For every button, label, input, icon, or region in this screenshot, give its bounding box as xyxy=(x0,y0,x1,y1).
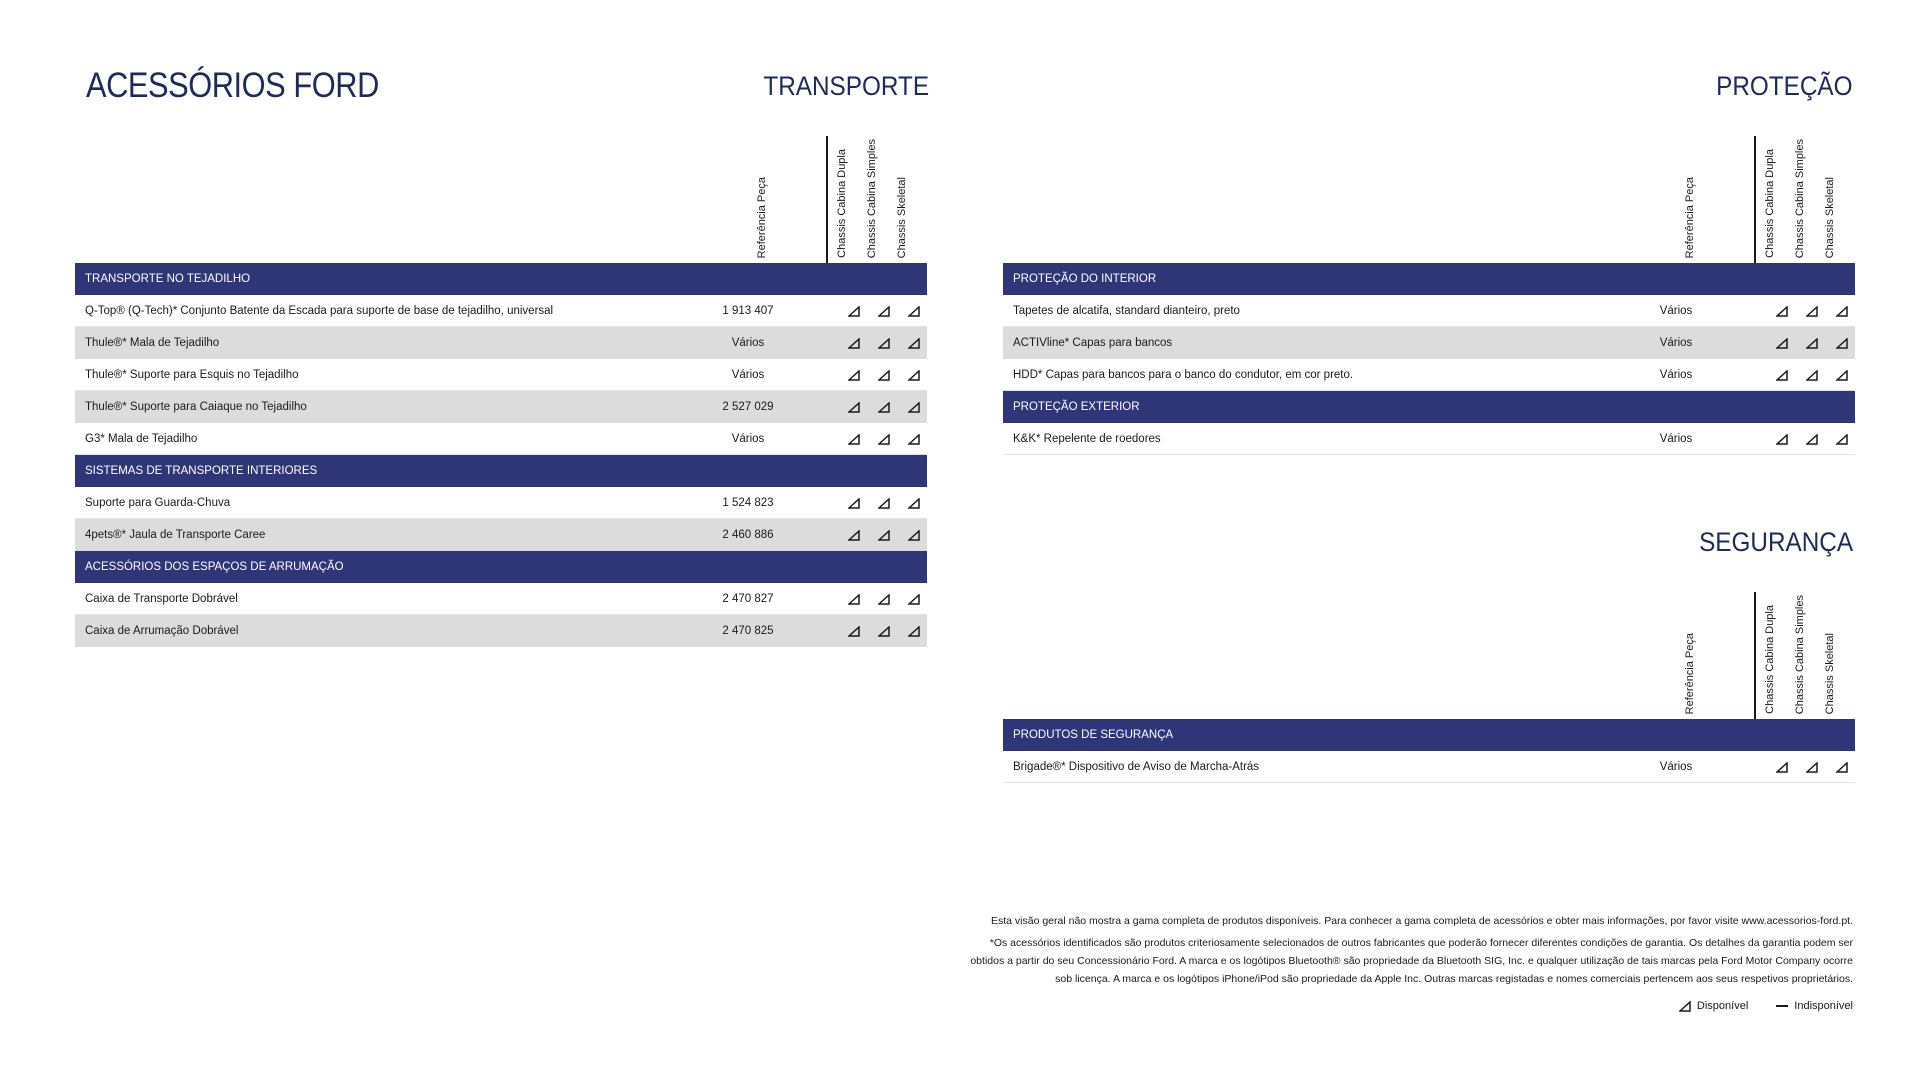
availability-cell-2 xyxy=(876,615,892,647)
table-transporte xyxy=(75,136,927,647)
availability-cell-2 xyxy=(876,359,892,391)
row-description: Caixa de Arrumação Dobrável xyxy=(85,625,239,637)
column-divider xyxy=(1754,592,1756,719)
availability-cell-2 xyxy=(876,519,892,551)
page-title: ACESSÓRIOS FORD xyxy=(86,66,379,105)
available-icon xyxy=(848,498,860,509)
row-reference: 2 470 825 xyxy=(722,625,774,637)
column-header-c1: Chassis Cabina Dupla xyxy=(1764,149,1776,258)
availability-cell-3 xyxy=(906,391,922,423)
row-description: 4pets®* Jaula de Transporte Caree xyxy=(85,529,266,541)
available-icon xyxy=(908,306,920,317)
row-reference: Vários xyxy=(1659,761,1693,773)
available-icon xyxy=(1679,1001,1691,1012)
column-header-c3: Chassis Skeletal xyxy=(1824,632,1836,714)
row-reference: 2 527 029 xyxy=(722,401,774,413)
row-reference: Vários xyxy=(1659,305,1693,317)
available-icon xyxy=(1806,338,1818,349)
availability-cell-1 xyxy=(846,295,862,327)
available-icon xyxy=(878,626,890,637)
footnotes xyxy=(953,912,1853,992)
column-header-c1: Chassis Cabina Dupla xyxy=(836,149,848,258)
category-band: PROTEÇÃO DO INTERIOR xyxy=(1003,263,1855,295)
available-icon xyxy=(1776,370,1788,381)
available-icon xyxy=(848,626,860,637)
availability-cell-3 xyxy=(906,423,922,455)
available-icon xyxy=(848,434,860,445)
available-icon xyxy=(1806,762,1818,773)
footnote-warranty: *Os acessórios identificados são produtos criteriosamente selecionados de outros fabricantes que poderão fornecer diferentes condições de garantia. Os detalhes da garantia podem ser obtidos a partir do seu Concessionário Ford. A marca e os logótipos Bluetooth® são propriedade da Bluetooth SIG, Inc. e qualquer utilização de tais marcas pela Ford Motor Company ocorre sob licença. A marca e os logótipos iPhone/iPod são propriedade da Apple Inc. Outras marcas registadas e nomes comerciais pertencem aos seus respetivos proprietários. xyxy=(970,937,1853,985)
available-icon xyxy=(848,370,860,381)
table-row xyxy=(1003,751,1855,783)
column-header-c2: Chassis Cabina Simples xyxy=(866,138,878,258)
table-header xyxy=(1003,136,1855,263)
available-icon xyxy=(848,306,860,317)
category-band: PROTEÇÃO EXTERIOR xyxy=(1003,391,1855,423)
availability-cell-2 xyxy=(1804,295,1820,327)
availability-cell-2 xyxy=(876,327,892,359)
heading-seguranca: SEGURANÇA xyxy=(1699,527,1853,557)
available-icon xyxy=(1836,434,1848,445)
row-reference: 2 460 886 xyxy=(722,529,774,541)
available-icon xyxy=(878,498,890,509)
row-description: K&K* Repelente de roedores xyxy=(1013,433,1161,445)
available-icon xyxy=(1776,762,1788,773)
availability-cell-1 xyxy=(1774,327,1790,359)
available-icon xyxy=(848,338,860,349)
category-band: TRANSPORTE NO TEJADILHO xyxy=(75,263,927,295)
row-description: Brigade®* Dispositivo de Aviso de Marcha-Atrás xyxy=(1013,761,1260,773)
availability-cell-1 xyxy=(1774,359,1790,391)
legend-available xyxy=(1679,1000,1748,1012)
category-band: ACESSÓRIOS DOS ESPAÇOS DE ARRUMAÇÃO xyxy=(75,551,927,583)
available-icon xyxy=(1836,370,1848,381)
availability-cell-1 xyxy=(846,391,862,423)
legend-unavailable xyxy=(1776,1000,1853,1012)
available-icon xyxy=(1806,370,1818,381)
row-reference: Vários xyxy=(731,369,765,381)
heading-transporte: TRANSPORTE xyxy=(763,71,929,101)
column-header-ref: Referência Peça xyxy=(1684,176,1696,258)
row-description: Q-Top® (Q-Tech)* Conjunto Batente da Escada para suporte de base de tejadilho, universal xyxy=(85,305,554,317)
table-row xyxy=(75,615,927,647)
column-divider xyxy=(826,136,828,263)
available-icon xyxy=(908,434,920,445)
row-description: Caixa de Transporte Dobrável xyxy=(85,593,238,605)
availability-cell-1 xyxy=(846,615,862,647)
availability-cell-3 xyxy=(1834,327,1850,359)
row-description: HDD* Capas para bancos para o banco do condutor, em cor preto. xyxy=(1013,369,1354,381)
availability-cell-1 xyxy=(1774,295,1790,327)
category-band: SISTEMAS DE TRANSPORTE INTERIORES xyxy=(75,455,927,487)
table-header xyxy=(75,136,927,263)
availability-cell-3 xyxy=(906,295,922,327)
availability-cell-2 xyxy=(1804,359,1820,391)
available-icon xyxy=(908,626,920,637)
availability-cell-1 xyxy=(846,423,862,455)
row-reference: Vários xyxy=(1659,433,1693,445)
available-icon xyxy=(1806,434,1818,445)
column-header-c1: Chassis Cabina Dupla xyxy=(1764,605,1776,714)
available-icon xyxy=(1836,338,1848,349)
availability-cell-2 xyxy=(1804,423,1820,455)
row-description: ACTIVline* Capas para bancos xyxy=(1013,337,1173,349)
row-reference: Vários xyxy=(1659,369,1693,381)
legend-available-label: Disponível xyxy=(1696,1000,1749,1012)
availability-cell-2 xyxy=(1804,751,1820,783)
table-header xyxy=(1003,592,1855,719)
available-icon xyxy=(908,498,920,509)
available-icon xyxy=(848,594,860,605)
availability-cell-3 xyxy=(906,583,922,615)
available-icon xyxy=(878,594,890,605)
available-icon xyxy=(908,594,920,605)
unavailable-icon xyxy=(1776,1005,1788,1007)
row-description: Thule®* Suporte para Caiaque no Tejadilho xyxy=(85,401,307,413)
availability-cell-3 xyxy=(1834,751,1850,783)
available-icon xyxy=(878,530,890,541)
availability-cell-2 xyxy=(876,487,892,519)
available-icon xyxy=(1776,434,1788,445)
table-protecao xyxy=(1003,136,1855,455)
availability-cell-3 xyxy=(1834,423,1850,455)
available-icon xyxy=(878,434,890,445)
row-description: G3* Mala de Tejadilho xyxy=(85,433,198,445)
row-description: Tapetes de alcatifa, standard dianteiro, preto xyxy=(1013,305,1240,317)
available-icon xyxy=(848,530,860,541)
table-row xyxy=(75,295,927,327)
row-description: Suporte para Guarda-Chuva xyxy=(85,497,231,509)
table-row xyxy=(75,359,927,391)
row-reference: Vários xyxy=(731,337,765,349)
availability-cell-3 xyxy=(906,359,922,391)
availability-cell-2 xyxy=(876,423,892,455)
availability-cell-2 xyxy=(876,391,892,423)
availability-cell-2 xyxy=(1804,327,1820,359)
column-divider xyxy=(1754,136,1756,263)
availability-cell-1 xyxy=(1774,423,1790,455)
availability-cell-3 xyxy=(1834,359,1850,391)
heading-protecao: PROTEÇÃO xyxy=(1716,71,1853,101)
column-header-c2: Chassis Cabina Simples xyxy=(1794,594,1806,714)
column-header-ref: Referência Peça xyxy=(756,176,768,258)
availability-cell-3 xyxy=(906,327,922,359)
row-description: Thule®* Suporte para Esquis no Tejadilho xyxy=(85,369,299,381)
table-row xyxy=(75,487,927,519)
category-band: PRODUTOS DE SEGURANÇA xyxy=(1003,719,1855,751)
row-reference: 2 470 827 xyxy=(722,593,774,605)
availability-cell-3 xyxy=(1834,295,1850,327)
table-row xyxy=(75,391,927,423)
row-reference: 1 524 823 xyxy=(722,497,774,509)
legend xyxy=(1679,1000,1853,1012)
available-icon xyxy=(1776,338,1788,349)
availability-cell-1 xyxy=(1774,751,1790,783)
row-reference: 1 913 407 xyxy=(722,305,774,317)
table-row xyxy=(1003,359,1855,391)
availability-cell-3 xyxy=(906,519,922,551)
availability-cell-2 xyxy=(876,295,892,327)
legend-unavailable-label: Indisponível xyxy=(1794,1000,1853,1012)
availability-cell-1 xyxy=(846,359,862,391)
available-icon xyxy=(878,402,890,413)
table-seguranca xyxy=(1003,592,1855,783)
available-icon xyxy=(1776,306,1788,317)
availability-cell-1 xyxy=(846,583,862,615)
available-icon xyxy=(878,370,890,381)
row-reference: Vários xyxy=(1659,337,1693,349)
available-icon xyxy=(878,306,890,317)
table-row xyxy=(1003,295,1855,327)
column-header-c3: Chassis Skeletal xyxy=(1824,176,1836,258)
column-header-ref: Referência Peça xyxy=(1684,632,1696,714)
availability-cell-1 xyxy=(846,519,862,551)
available-icon xyxy=(1836,762,1848,773)
available-icon xyxy=(908,370,920,381)
table-row xyxy=(1003,423,1855,455)
row-reference: Vários xyxy=(731,433,765,445)
available-icon xyxy=(1836,306,1848,317)
available-icon xyxy=(908,338,920,349)
availability-cell-3 xyxy=(906,615,922,647)
row-description: Thule®* Mala de Tejadilho xyxy=(85,337,220,349)
column-header-c2: Chassis Cabina Simples xyxy=(1794,138,1806,258)
availability-cell-1 xyxy=(846,487,862,519)
table-row xyxy=(75,327,927,359)
available-icon xyxy=(1806,306,1818,317)
availability-cell-3 xyxy=(906,487,922,519)
column-header-c3: Chassis Skeletal xyxy=(896,176,908,258)
availability-cell-1 xyxy=(846,327,862,359)
table-row xyxy=(75,519,927,551)
available-icon xyxy=(878,338,890,349)
table-row xyxy=(1003,327,1855,359)
available-icon xyxy=(848,402,860,413)
footnote-overview: Esta visão geral não mostra a gama completa de produtos disponíveis. Para conhecer a gama completa de acessórios e obter mais informações, por favor visite www.acessorios-ford.pt. xyxy=(990,915,1853,927)
table-row xyxy=(75,583,927,615)
table-row xyxy=(75,423,927,455)
available-icon xyxy=(908,402,920,413)
available-icon xyxy=(908,530,920,541)
availability-cell-2 xyxy=(876,583,892,615)
